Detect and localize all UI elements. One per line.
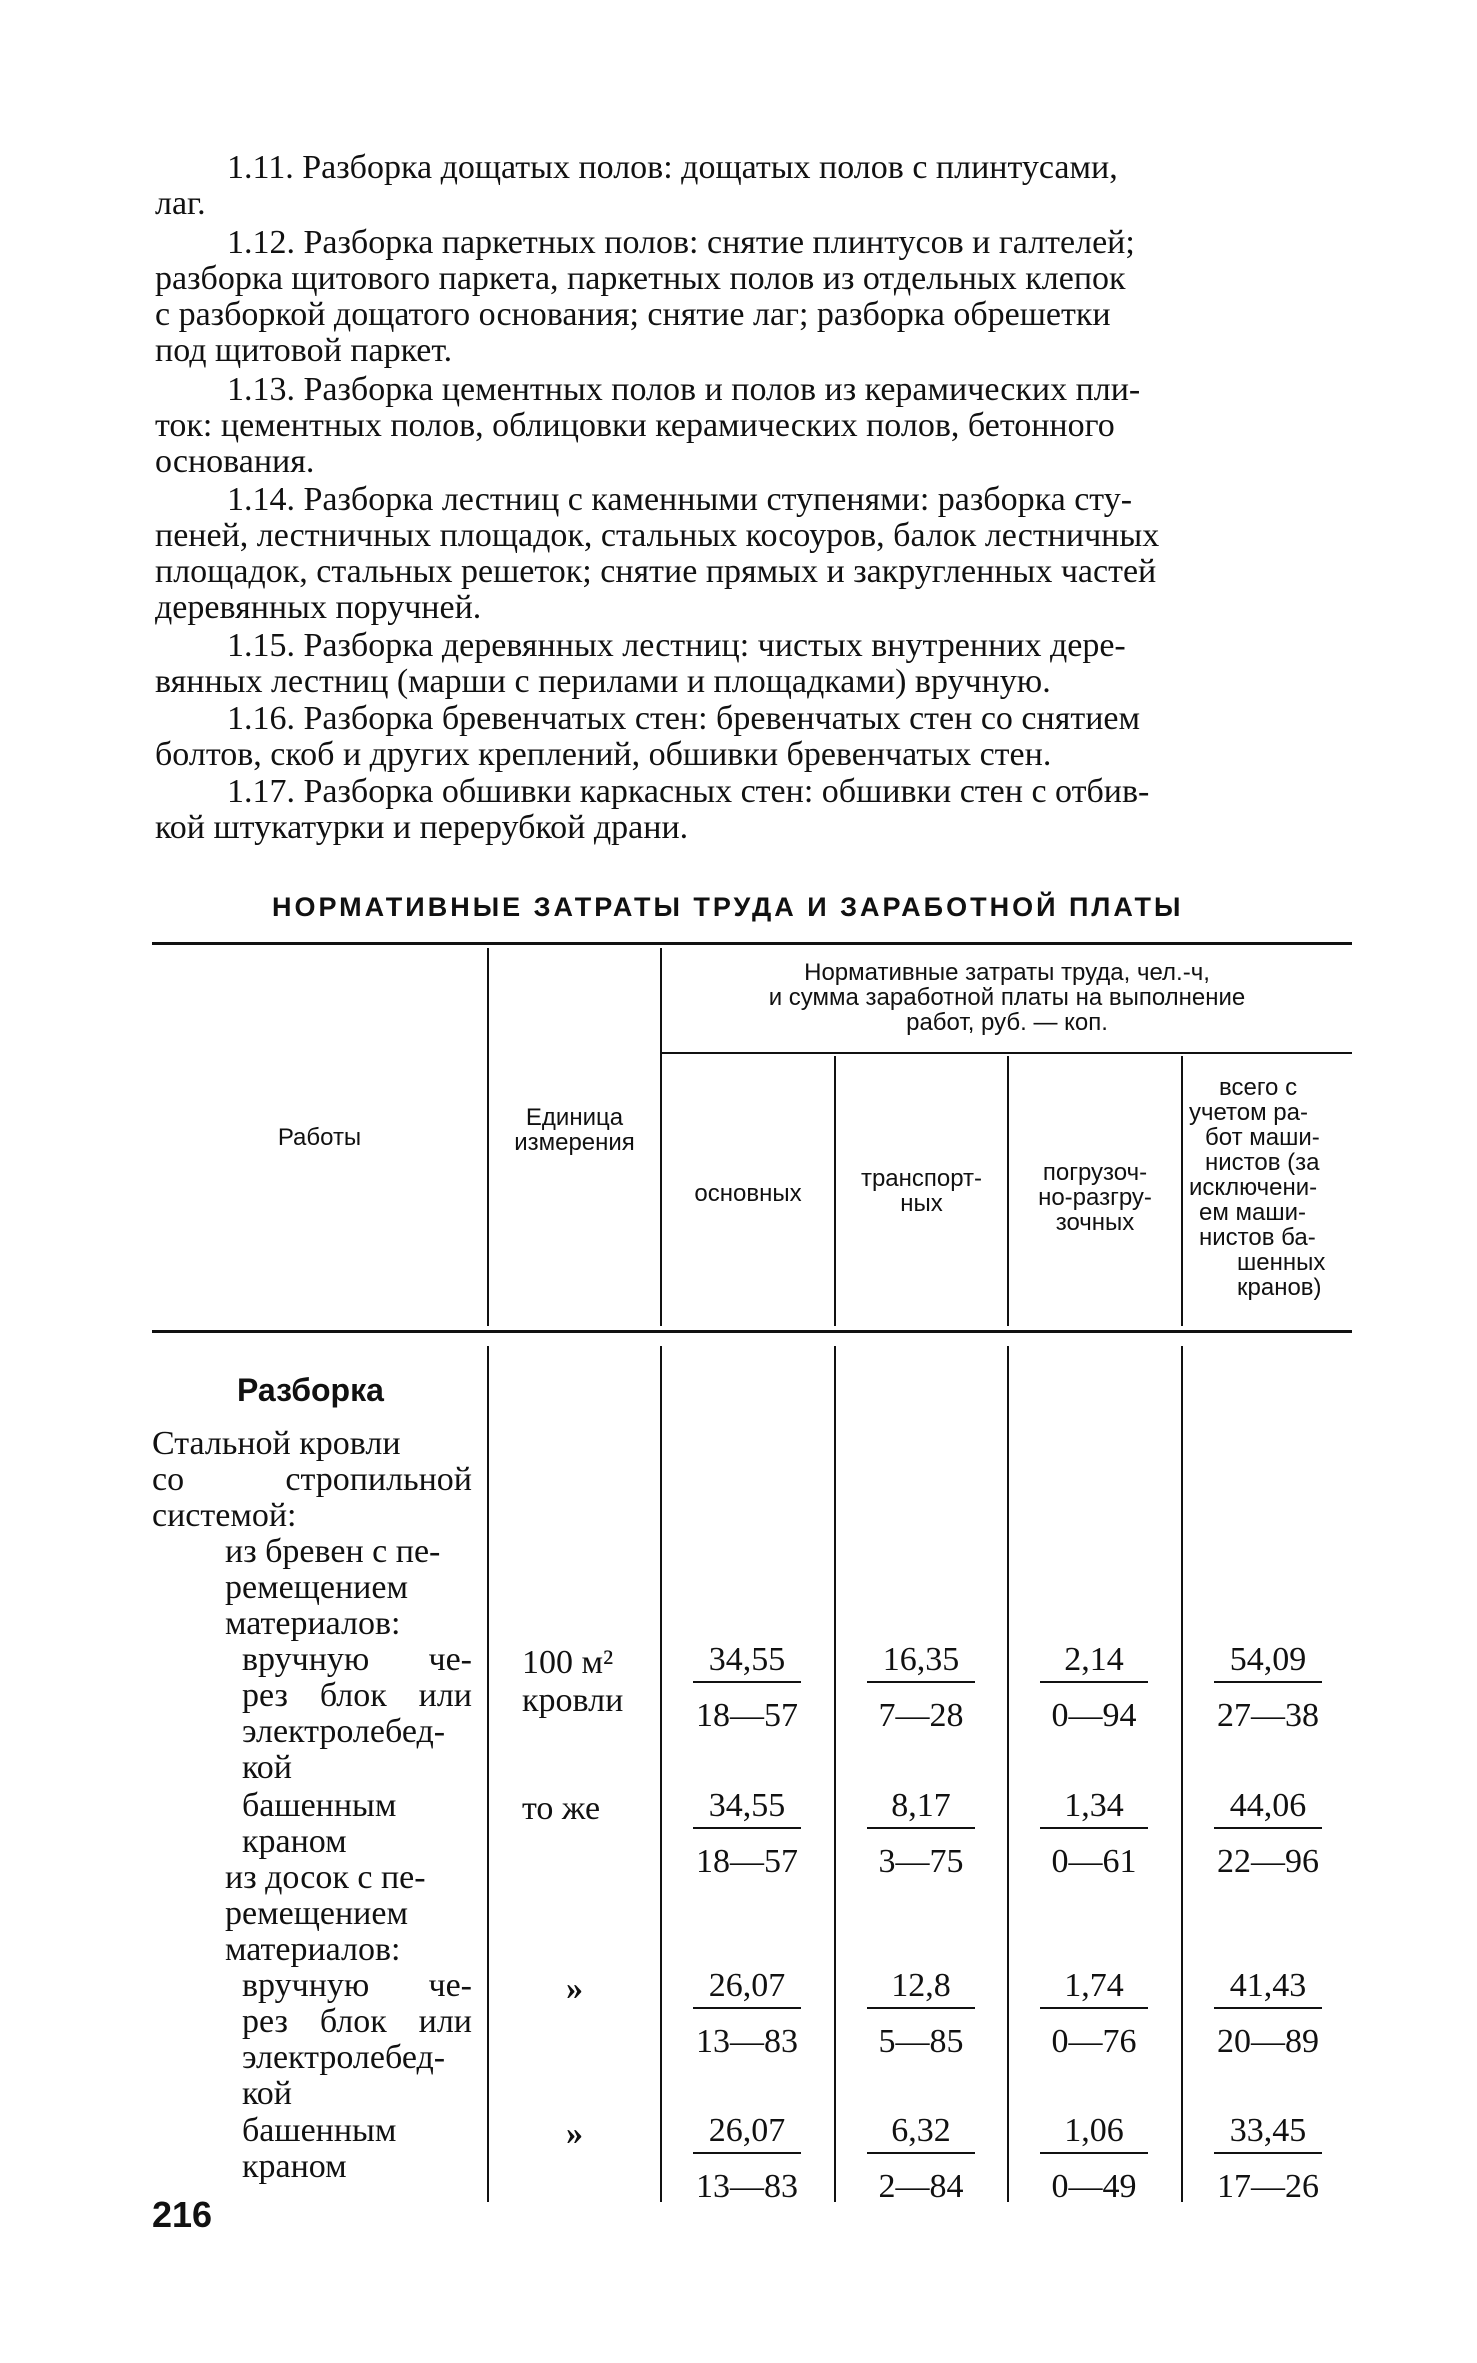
value-bottom: 18—57 (696, 1843, 798, 1880)
value-top: 26,07 (693, 1967, 801, 2009)
text-line: площадок, стальных решеток; снятие прямых и закругленных частей (155, 553, 1157, 590)
value-cell (672, 2112, 822, 2206)
value-top: 54,09 (1214, 1641, 1322, 1683)
text-line: краном (242, 2148, 347, 2185)
text-line: из досок с пе- (225, 1859, 426, 1896)
paragraph-1-14 (155, 482, 1355, 626)
value-bottom: 13—83 (696, 2023, 798, 2060)
value-bottom: 7—28 (878, 1697, 964, 1734)
page-number: 216 (152, 2194, 213, 2235)
value-top: 2,14 (1040, 1641, 1148, 1683)
value-bottom: 0—94 (1051, 1697, 1137, 1734)
value-cell (1019, 1641, 1169, 1735)
text-line: кой (242, 1749, 292, 1786)
header-line: кранов) (1237, 1274, 1322, 1301)
paragraph-1-15 (155, 628, 1355, 700)
text-line: 1.14. Разборка лестниц с каменными ступенями: разборка сту- (227, 481, 1133, 518)
text-line: разборка щитового паркета, паркетных полов из отдельных клепок (155, 260, 1126, 297)
header-line: погрузоч- (1042, 1159, 1148, 1186)
value-top: 6,32 (867, 2112, 975, 2154)
row-label (242, 1968, 472, 2112)
value-cell (1193, 2112, 1343, 2206)
value-bottom: 3—75 (878, 1843, 964, 1880)
header-works: Работы (277, 1124, 362, 1151)
text-line: кой (242, 2075, 292, 2112)
header-line: и сумма заработной платы на выполнение (768, 984, 1246, 1011)
text-line: башенным (242, 1787, 397, 1824)
value-bottom: 20—89 (1217, 2023, 1319, 2060)
header-col-total (1183, 1075, 1358, 1300)
header-col-loading (1009, 1160, 1181, 1235)
value-bottom: 22—96 (1217, 1843, 1319, 1880)
value-top: 26,07 (693, 2112, 801, 2154)
text-line: кой штукатурки и перерубкой драни. (155, 809, 689, 846)
value-cell (672, 1787, 822, 1881)
table-top-rule (152, 942, 1352, 945)
text-line: болтов, скоб и других креплений, обшивки бревенчатых стен. (155, 736, 1052, 773)
header-line: нистов ба- (1199, 1224, 1316, 1251)
text-line: рез блок или (242, 2003, 472, 2040)
text-line: ремещением (225, 1895, 408, 1932)
text-line: 1.12. Разборка паркетных полов: снятие плинтусов и галтелей; (227, 224, 1135, 261)
text-line: вручную че- (242, 1967, 472, 2004)
value-bottom: 17—26 (1217, 2168, 1319, 2205)
value-cell (1019, 2112, 1169, 2206)
header-line: шенных (1237, 1249, 1326, 1276)
row-label (242, 1788, 396, 1860)
text-line: 1.11. Разборка дощатых полов: дощатых полов с плинтусами, (227, 149, 1118, 186)
paragraph-1-16 (155, 701, 1355, 773)
text-line: 100 м² (522, 1644, 614, 1681)
text-line: из бревен с пе- (225, 1533, 441, 1570)
col-divider (660, 1346, 662, 2202)
subgroup-label (225, 1860, 426, 1968)
table-title: НОРМАТИВНЫЕ ЗАТРАТЫ ТРУДА И ЗАРАБОТНОЙ ПЛАТЫ (272, 892, 1184, 922)
text-line: под щитовой паркет. (155, 332, 453, 369)
subgroup-label (225, 1534, 440, 1642)
header-line: учетом ра- (1189, 1099, 1308, 1126)
value-cell (1193, 1967, 1343, 2061)
text-line: рез блок или (242, 1677, 472, 1714)
text-line: 1.17. Разборка обшивки каркасных стен: обшивки стен с отбив- (227, 773, 1150, 810)
paragraph-1-13 (155, 372, 1355, 480)
value-top: 1,06 (1040, 2112, 1148, 2154)
value-cell (846, 2112, 996, 2206)
value-top: 16,35 (867, 1641, 975, 1683)
value-cell (672, 1967, 822, 2061)
text-line: материалов: (225, 1605, 401, 1642)
section-heading: Разборка (237, 1372, 384, 1408)
value-cell (846, 1787, 996, 1881)
header-line: исключени- (1189, 1174, 1318, 1201)
value-top: 1,34 (1040, 1787, 1148, 1829)
value-top: 44,06 (1214, 1787, 1322, 1829)
text-line: основания. (155, 443, 315, 480)
value-top: 41,43 (1214, 1967, 1322, 2009)
value-cell (846, 1641, 996, 1735)
header-line: ем маши- (1199, 1199, 1307, 1226)
value-cell (1019, 1967, 1169, 2061)
value-top: 8,17 (867, 1787, 975, 1829)
header-col-transport (836, 1166, 1007, 1216)
text-line: системой: (152, 1497, 297, 1534)
value-top: 33,45 (1214, 2112, 1322, 2154)
paragraph-1-17 (155, 774, 1355, 846)
header-line: зочных (1055, 1209, 1135, 1236)
text-line: краном (242, 1823, 347, 1860)
value-top: 12,8 (867, 1967, 975, 2009)
value-cell (1193, 1787, 1343, 1881)
text-line: ремещением (225, 1569, 408, 1606)
value-top: 34,55 (693, 1641, 801, 1683)
header-unit (489, 1105, 660, 1155)
col-divider (487, 1346, 489, 2202)
value-bottom: 27—38 (1217, 1697, 1319, 1734)
unit-cell: » (566, 2115, 583, 2152)
text-line: башенным (242, 2112, 397, 2149)
text-line: электролебед- (242, 1713, 446, 1750)
value-cell (1019, 1787, 1169, 1881)
header-line: транспорт- (860, 1165, 983, 1192)
value-top: 1,74 (1040, 1967, 1148, 2009)
paragraph-1-12 (155, 225, 1355, 369)
paragraph-1-11 (155, 150, 1355, 222)
value-cell (672, 1641, 822, 1735)
text-line: 1.16. Разборка бревенчатых стен: бревенчатых стен со снятием (227, 700, 1141, 737)
value-bottom: 13—83 (696, 2168, 798, 2205)
header-line: ных (900, 1190, 943, 1217)
text-line: ток: цементных полов, облицовки керамических полов, бетонного (155, 407, 1115, 444)
header-line: работ, руб. — коп. (906, 1009, 1108, 1036)
unit-cell: то же (522, 1790, 601, 1827)
text-line: материалов: (225, 1931, 401, 1968)
header-line: измерения (514, 1129, 635, 1156)
value-top: 34,55 (693, 1787, 801, 1829)
text-line: со стропильной (152, 1461, 472, 1498)
header-group (662, 960, 1352, 1035)
text-line: деревянных поручней. (155, 589, 482, 626)
col-divider (1181, 1346, 1183, 2202)
value-bottom: 0—61 (1051, 1843, 1137, 1880)
text-line: вручную че- (242, 1641, 472, 1678)
row-label (242, 2113, 396, 2185)
header-line: всего с (1219, 1074, 1298, 1101)
text-line: Стальной кровли (152, 1425, 401, 1462)
header-bottom-rule (152, 1330, 1352, 1333)
unit-cell: » (566, 1970, 583, 2007)
value-bottom: 18—57 (696, 1697, 798, 1734)
value-cell (846, 1967, 996, 2061)
text-line: вянных лестниц (марши с перилами и площадками) вручную. (155, 663, 1051, 700)
text-line: лаг. (155, 185, 206, 222)
header-line: Единица (525, 1104, 624, 1131)
value-bottom: 0—49 (1051, 2168, 1137, 2205)
value-bottom: 2—84 (878, 2168, 964, 2205)
text-line: кровли (522, 1682, 624, 1719)
group-label (152, 1426, 472, 1534)
unit-cell (522, 1644, 623, 1720)
header-line: бот маши- (1205, 1124, 1320, 1151)
col-divider (1007, 1346, 1009, 2202)
header-line: нистов (за (1205, 1149, 1320, 1176)
col-divider (834, 1346, 836, 2202)
value-bottom: 5—85 (878, 2023, 964, 2060)
value-cell (1193, 1641, 1343, 1735)
header-line: но-разгру- (1038, 1184, 1152, 1211)
text-line: пеней, лестничных площадок, стальных косоуров, балок лестничных (155, 517, 1160, 554)
text-line: 1.13. Разборка цементных полов и полов из керамических пли- (227, 371, 1141, 408)
row-label (242, 1642, 472, 1786)
header-group-rule (660, 1052, 1352, 1054)
value-bottom: 0—76 (1051, 2023, 1137, 2060)
text-line: с разборкой дощатого основания; снятие лаг; разборка обрешетки (155, 296, 1111, 333)
header-line: Нормативные затраты труда, чел.-ч, (804, 959, 1210, 986)
header-col-main: основных (694, 1180, 802, 1207)
text-line: электролебед- (242, 2039, 446, 2076)
text-line: 1.15. Разборка деревянных лестниц: чистых внутренних дере- (227, 627, 1126, 664)
